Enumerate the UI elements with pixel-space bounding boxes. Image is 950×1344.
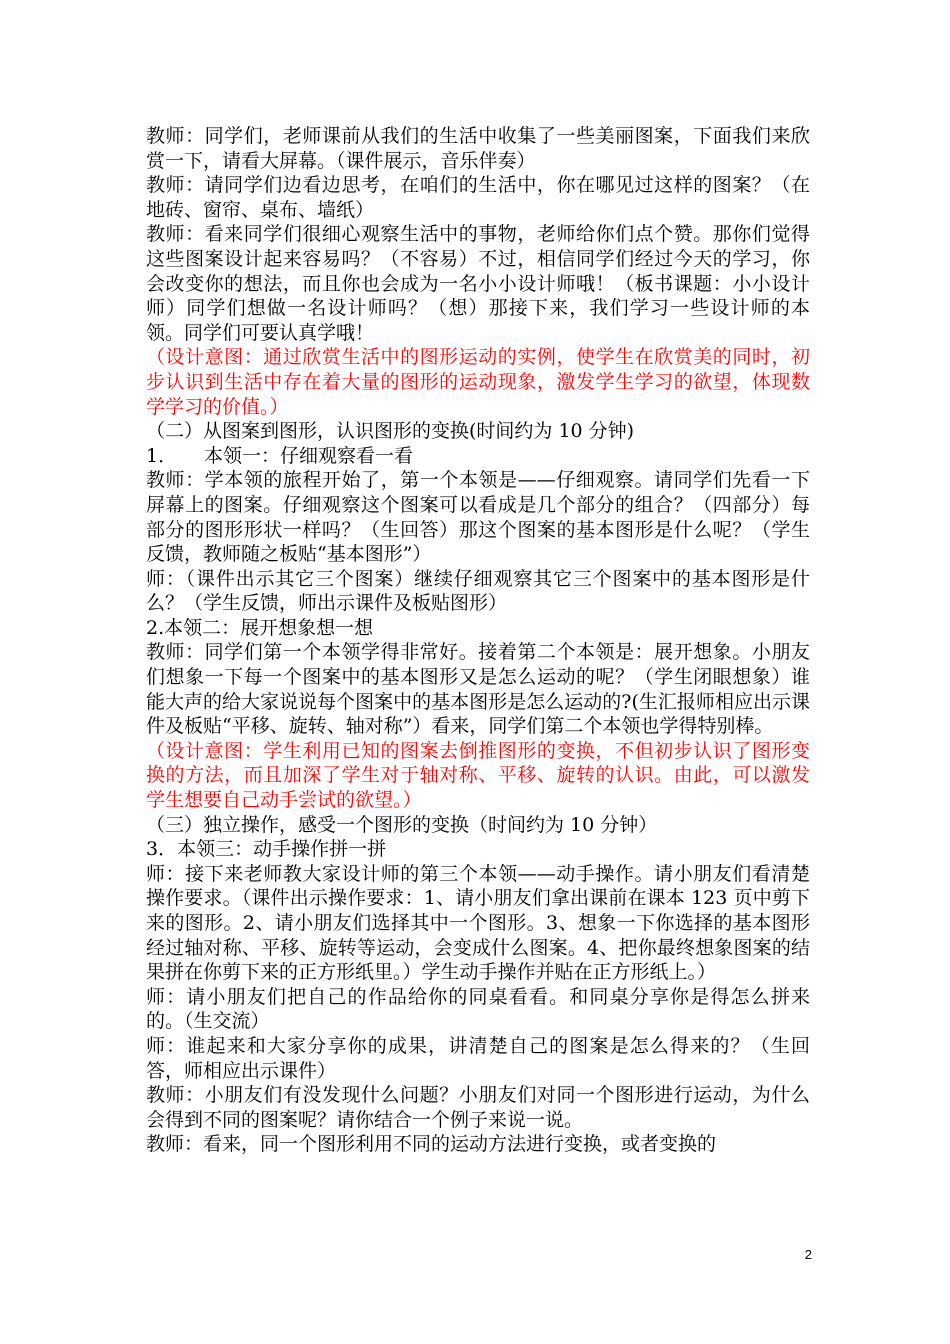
paragraph-hands-on: 师：接下来老师教大家设计师的第三个本领——动手操作。请小朋友们看清楚操作要求。（课件出示操作要求：1、请小朋友们拿出课前在课本 123 页中剪下来的图形。2、请小朋友们选择其中一个图形。3、想象一下你选择的基本图形经过轴对称、平移、旋转等运动，会变成什么图案。4、把你最终想象图案的结果拼在你剪下来的正方形纸里。）学生动手操作并贴在正方形纸上。） (146, 862, 810, 984)
section-heading-3: （三）独立操作，感受一个图形的变换（时间约为 10 分钟） (146, 813, 658, 836)
section-heading-2: （二）从图案到图形，认识图形的变换(时间约为 10 分钟) (146, 420, 635, 443)
page-number: 2 (804, 1247, 812, 1262)
paragraph-teacher-praise: 教师：看来同学们很细心观察生活中的事物，老师给你们点个赞。那你们觉得这些图案设计起来容易吗？（不容易）不过，相信同学们经过今天的学习，你会改变你的想法，而且你也会成为一名小小设计师哦！（板书课题：小小设计师）同学们想做一名设计师吗？（想）那接下来，我们学习一些设计师的本领。同学们可要认真学哦！ (146, 223, 810, 344)
paragraph-share-class: 师：谁起来和大家分享你的成果，讲清楚自己的图案是怎么得来的？（生回答，师相应出示课件） (146, 1034, 810, 1082)
paragraph-imagine: 教师：同学们第一个本领学得非常好。接着第二个本领是：展开想象。小朋友们想象一下每一个图案中的基本图形又是怎么运动的呢？（学生闭眼想象）谁能大声的给大家说说每个图案中的基本图形是怎么运动的?(生汇报师相应出示课件及板贴“平移、旋转、轴对称”）看来，同学们第二个本领也学得特别棒。 (146, 641, 810, 738)
design-intent-2: （设计意图：学生利用已知的图案去倒推图形的变换，不但初步认识了图形变换的方法，而且加深了学生对于轴对称、平移、旋转的认识。由此，可以激发学生想要自己动手尝试的欲望。） (146, 739, 810, 812)
design-intent-1: （设计意图：通过欣赏生活中的图形运动的实例，使学生在欣赏美的同时，初步认识到生活中存在着大量的图形的运动现象，激发学生学习的欲望，体现数学学习的价值。） (146, 346, 810, 418)
paragraph-teacher-question: 教师：请同学们边看边思考，在咱们的生活中，你在哪见过这样的图案？（在地砖、窗帘、桌布、墙纸） (146, 174, 810, 221)
paragraph-teacher-intro: 教师：同学们，老师课前从我们的生活中收集了一些美丽图案，下面我们来欣赏一下，请看大屏幕。（课件展示，音乐伴奏） (146, 125, 810, 172)
document-body (146, 124, 810, 1157)
paragraph-share-deskmate: 师：请小朋友们把自己的作品给你的同桌看看。和同桌分享你是得怎么拼来的。（生交流） (146, 985, 810, 1033)
skill-heading-3: 3．本领三：动手操作拼一拼 (146, 838, 387, 861)
paragraph-observe: 教师：学本领的旅程开始了，第一个本领是——仔细观察。请同学们先看一下屏幕上的图案。仔细观察这个图案可以看成是几个部分的组合？（四部分）每部分的图形形状一样吗？（生回答）那这个图案的基本图形是什么呢？（学生反馈，教师随之板贴“基本图形”） (146, 469, 810, 566)
paragraph-question: 教师：小朋友们有没发现什么问题？小朋友们对同一个图形进行运动，为什么会得到不同的图案呢？请你结合一个例子来说一说。 (146, 1084, 810, 1131)
paragraph-conclusion: 教师：看来，同一个图形利用不同的运动方法进行变换，或者变换的 (146, 1133, 717, 1156)
paragraph-other-patterns: 师：（课件出示其它三个图案）继续仔细观察其它三个图案中的基本图形是什么？（学生反馈，师出示课件及板贴图形） (146, 567, 810, 615)
skill-heading-2: 2.本领二：展开想象想一想 (146, 616, 374, 639)
list-number: 1． (146, 444, 178, 467)
skill-heading-1 (146, 444, 810, 469)
skill-heading-text: 本领一：仔细观察看一看 (204, 444, 414, 467)
